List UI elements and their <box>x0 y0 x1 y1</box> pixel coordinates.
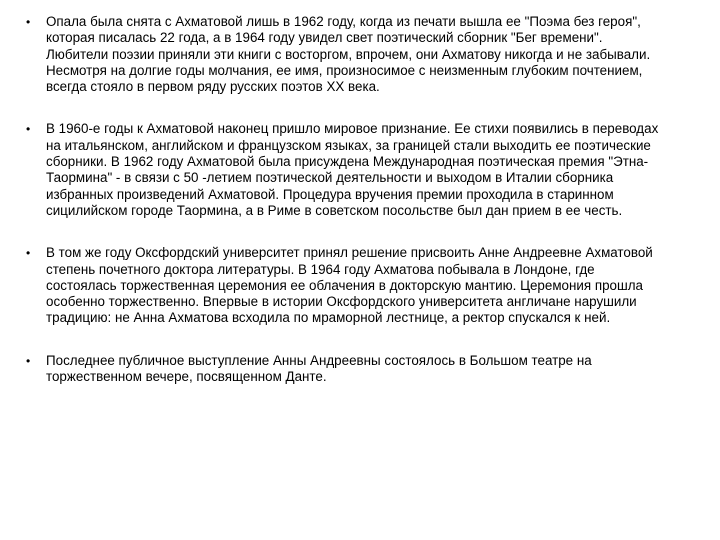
bullet-item-4 <box>26 353 666 386</box>
paragraph-text-4: Последнее публичное выступление Анны Андреевны состоялось в Большом театре на торжественном вечере, посвященном Данте. <box>46 352 592 385</box>
bullet-icon: • <box>26 15 31 29</box>
bullet-item-3 <box>26 245 666 326</box>
paragraph-text-2: В 1960-е годы к Ахматовой наконец пришло мировое признание. Ее стихи появились в переводах на итальянском, английском и французском языках, за границей стали выходить ее поэтические сборники. В 1962 году Ахматовой была присуждена Международная поэтическая премия "Этна-Таормина" - в связи с 50 -летием поэтической деятельности и выходом в Италии сборника избранных произведений Ахматовой. Процедура вручения премии проходила в старинном сицилийском городе Таормина, а в Риме в советском посольстве был дан прием в ее честь. <box>46 121 659 218</box>
bullet-item-2 <box>26 121 666 219</box>
bullet-list <box>26 14 666 411</box>
bullet-icon: • <box>26 353 31 368</box>
bullet-item-1 <box>26 14 666 95</box>
paragraph-text-1: Опала была снята с Ахматовой лишь в 1962 году, когда из печати вышла ее "Поэма без героя", которая писалась 22 года, а в 1964 году увидел свет поэтический сборник "Бег времени". Любители поэзии приняли эти книги с восторгом, впрочем, они Ахматову никогда и не забывали. Несмотря на долгие годы молчания, ее имя, произносимое с неизменным глубоким почтением, всегда стояло в первом ряду русских поэтов XX века. <box>46 14 651 95</box>
paragraph-text-3: В том же году Оксфордский университет принял решение присвоить Анне Андреевне Ахматовой степень почетного доктора литературы. В 1964 году Ахматова побывала в Лондоне, где состоялась торжественная церемония ее облачения в докторскую мантию. Церемония прошла особенно торжественно. Впервые в истории Оксфордского университета англичане нарушили традицию: не Анна Ахматова всходила по мраморной лестнице, а ректор спускался к ней. <box>46 245 653 326</box>
bullet-icon: • <box>26 246 31 261</box>
bullet-icon: • <box>26 122 31 137</box>
